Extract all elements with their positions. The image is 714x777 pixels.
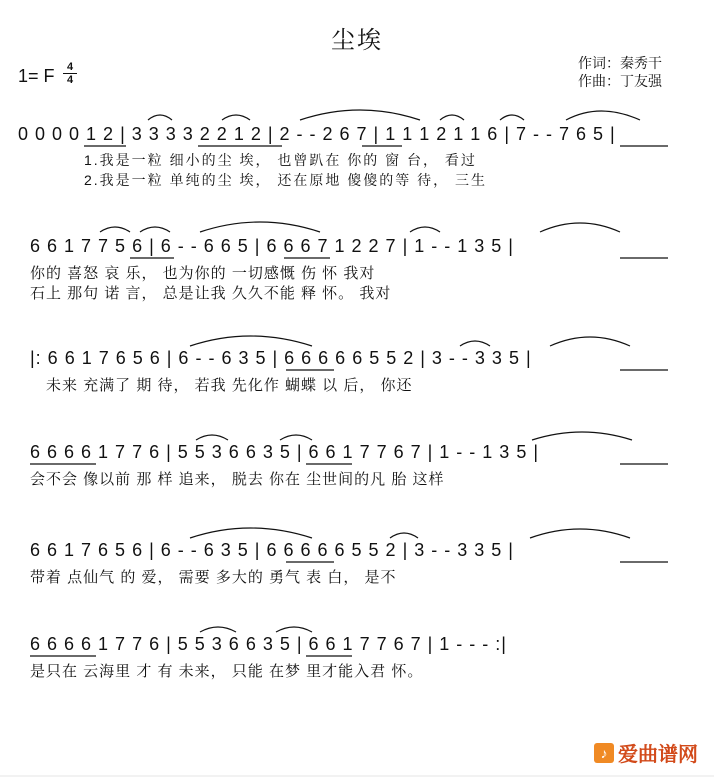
slur-17 (532, 432, 632, 440)
composer-credit: 作曲：丁友强 (578, 73, 662, 89)
slur-1 (148, 115, 172, 120)
lyric-line-3: 未来 充满了 期 待， 若我 先化作 蝴蝶 以 后， 你还 (46, 377, 413, 394)
notation-line-2: 6 6 1 7 7 5 6 | 6 - - 6 6 5 | 6 6 6 7 1 2 2 7 | 1 - - 1 3 5 | (30, 236, 514, 256)
notation-line-3: |: 6 6 1 7 6 5 6 | 6 - - 6 3 5 | 6 6 6 6 6 5 5 2 | 3 - - 3 3 5 | (30, 348, 532, 368)
slur-16 (280, 435, 312, 440)
lyric-line-1-verse-1: 1.我是一粒 细小的尘 埃， 也曾趴在 你的 窗 台， 看过 (84, 152, 477, 168)
time-signature-top: 4 (66, 61, 74, 73)
slur-5 (500, 115, 524, 120)
slur-22 (276, 627, 312, 632)
slur-12 (190, 336, 312, 346)
lyric-line-6: 是只在 云海里 才 有 未来， 只能 在梦 里才能入君 怀。 (30, 663, 424, 680)
lyric-line-2-verse-2: 石上 那句 诺 言， 总是让我 久久不能 释 怀。 我对 (30, 285, 392, 302)
lyric-line-5: 带着 点仙气 的 爱， 需要 多大的 勇气 表 白， 是不 (30, 569, 397, 586)
site-watermark: 爱曲谱网 (618, 744, 698, 766)
slur-3 (300, 110, 420, 120)
slur-20 (530, 529, 630, 538)
site-logo (594, 738, 698, 767)
lyric-line-4: 会不会 像以前 那 样 追来， 脱去 你在 尘世间的凡 胎 这样 (30, 471, 445, 488)
lyricist-credit: 作词：秦秀干 (578, 55, 662, 71)
lyric-line-1-verse-2: 2.我是一粒 单纯的尘 埃， 还在原地 傻傻的等 待， 三生 (84, 172, 488, 188)
slur-18 (190, 528, 312, 538)
slur-10 (410, 227, 440, 232)
notation-line-6: 6 6 6 6 1 7 7 6 | 5 5 3 6 6 3 5 | 6 6 1 7 7 6 7 | 1 - - - :| (30, 634, 507, 654)
lyric-line-2-verse-1: 你的 喜怒 哀 乐， 也为你的 一切感慨 伤 怀 我对 (30, 265, 376, 282)
key-signature: 1= F (18, 66, 55, 86)
notation-line-1: 0 0 0 0 1 2 | 3 3 3 3 2 2 1 2 | 2 - - 2 6 7 | 1 1 1 2 1 1 6 | 7 - - 7 6 5 | (18, 124, 616, 144)
slur-21 (200, 627, 236, 632)
slur-8 (140, 227, 170, 232)
time-signature-bottom: 4 (66, 74, 74, 86)
slur-13 (460, 341, 490, 346)
song-title: 尘埃 (331, 27, 383, 54)
slur-11 (540, 223, 620, 232)
slur-7 (100, 227, 130, 232)
notation-line-4: 6 6 6 6 1 7 7 6 | 5 5 3 6 6 3 5 | 6 6 1 7 7 6 7 | 1 - - 1 3 5 | (30, 442, 540, 462)
notation-line-5: 6 6 1 7 6 5 6 | 6 - - 6 3 5 | 6 6 6 6 6 5 5 2 | 3 - - 3 3 5 | (30, 540, 514, 560)
music-note-icon: ♪ (594, 743, 614, 763)
slur-2 (222, 115, 250, 120)
slur-19 (390, 533, 418, 538)
slur-6 (566, 111, 640, 120)
slur-4 (440, 115, 464, 120)
slur-15 (196, 435, 228, 440)
slur-9 (200, 222, 320, 232)
slur-14 (550, 337, 630, 346)
